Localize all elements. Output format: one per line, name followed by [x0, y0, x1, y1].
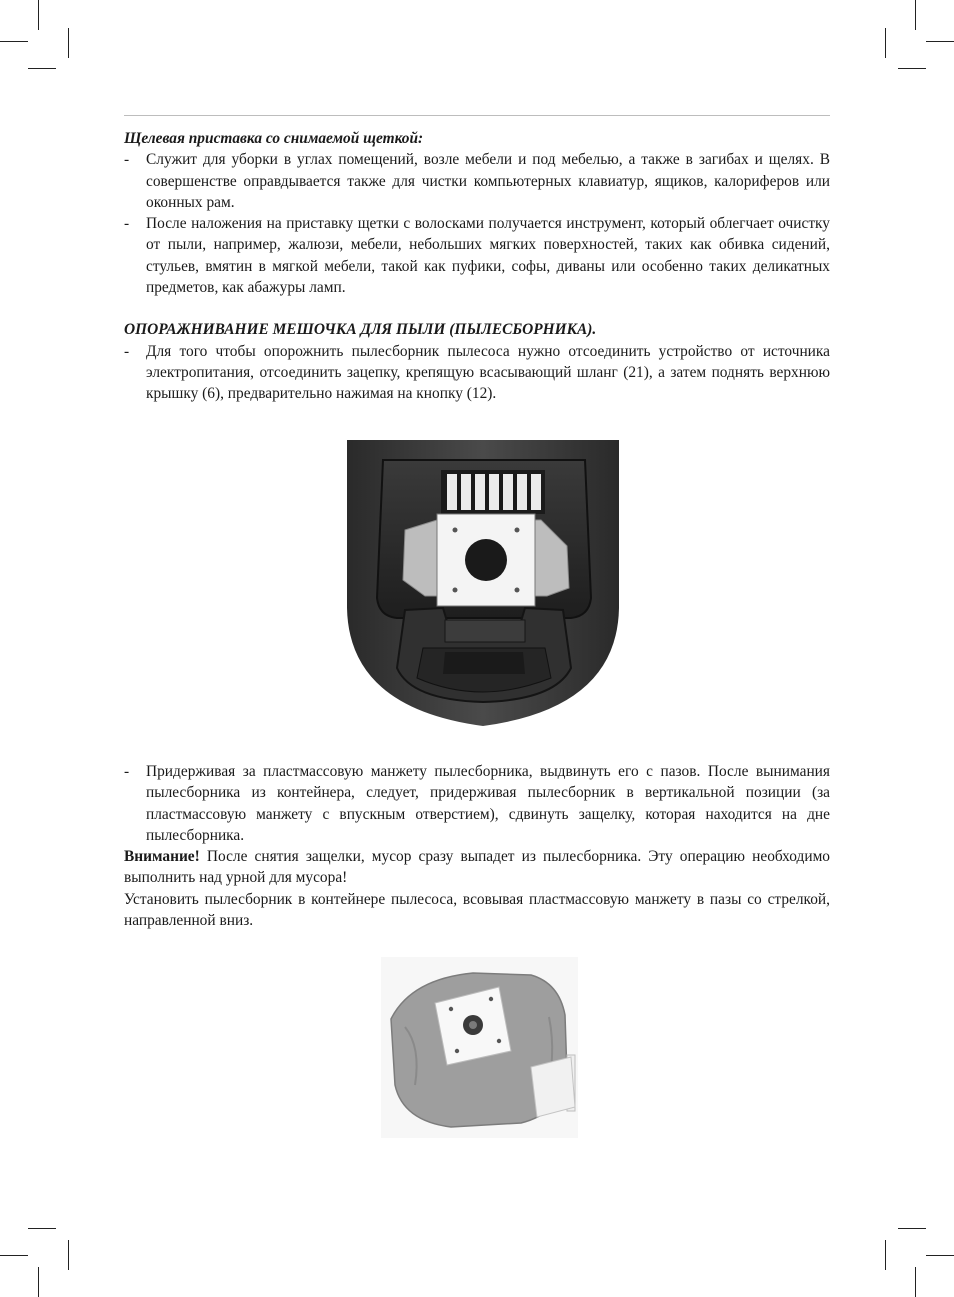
list-item: - Для того чтобы опорожнить пылесборник пылесоса нужно отсоединить устройство от источника электропитания, отсоединить зацепку, крепящую всасывающий шланг (21), а затем поднять верхнюю крышку (6), предварительно нажимая на кнопку (12).	[124, 341, 830, 405]
crop-mark	[38, 0, 39, 30]
header-rule	[124, 115, 830, 116]
remove-bag-list	[124, 761, 830, 846]
upper-text-block	[124, 128, 830, 405]
install-instruction: Установить пылесборник в контейнере пылесоса, всовывая пластмассовую манжету в пазы со стрелкой, направленной вниз.	[124, 890, 830, 930]
warning-label: Внимание!	[124, 848, 200, 866]
crop-mark	[898, 1228, 926, 1229]
warning-text: После снятия защелки, мусор сразу выпадет из пылесборника. Эту операцию необходимо выполнить над урной для мусора!	[124, 848, 830, 887]
crop-mark	[0, 41, 28, 42]
crop-mark	[926, 41, 954, 42]
crop-mark	[885, 1240, 886, 1270]
crop-mark	[915, 1267, 916, 1297]
section-heading-emptying-bag: ОПОРАЖНИВАНИЕ МЕШОЧКА ДЛЯ ПЫЛИ (ПЫЛЕСБОРНИКА).	[124, 321, 597, 339]
crop-mark	[898, 68, 926, 69]
vacuum-open-compartment-image	[345, 438, 621, 728]
crevice-tool-list	[124, 149, 830, 298]
section-heading-crevice-tool: Щелевая приставка со снимаемой щеткой:	[124, 130, 424, 147]
crop-mark	[68, 28, 69, 58]
dust-bag-image	[381, 957, 578, 1138]
crop-mark	[68, 1240, 69, 1270]
crop-mark	[38, 1267, 39, 1297]
warning-paragraph	[124, 846, 830, 889]
list-item: - Придерживая за пластмассовую манжету пылесборника, выдвинуть его с пазов. После вынимания пылесборника из контейнера, следует, придерживая пылесборник в вертикальной позиции (за пластмассовую манжету с впускным отверстием), сдвинуть защелку, которая находится на дне пылесборника.	[124, 761, 830, 846]
list-item: - После наложения на приставку щетки с волосками получается инструмент, который облегчает очистку от пыли, например, жалюзи, мебели, небольших мягких поверхностей, таких как обивка сидений, стульев, вмятин в мягкой мебели, такой как пуфики, софы, диваны или особенно таких деликатных предметов, как абажуры ламп.	[124, 213, 830, 298]
crop-mark	[0, 1255, 28, 1256]
lower-text-block	[124, 761, 830, 931]
emptying-bag-list	[124, 341, 830, 405]
list-item: - Служит для уборки в углах помещений, возле мебели и под мебелью, а также в загибах и щелях. В совершенстве оправдывается также для чистки компьютерных клавиатур, ящиков, калориферов или оконных рам.	[124, 149, 830, 213]
crop-mark	[28, 68, 56, 69]
crop-mark	[28, 1228, 56, 1229]
crop-mark	[885, 28, 886, 58]
crop-mark	[926, 1255, 954, 1256]
crop-mark	[915, 0, 916, 30]
